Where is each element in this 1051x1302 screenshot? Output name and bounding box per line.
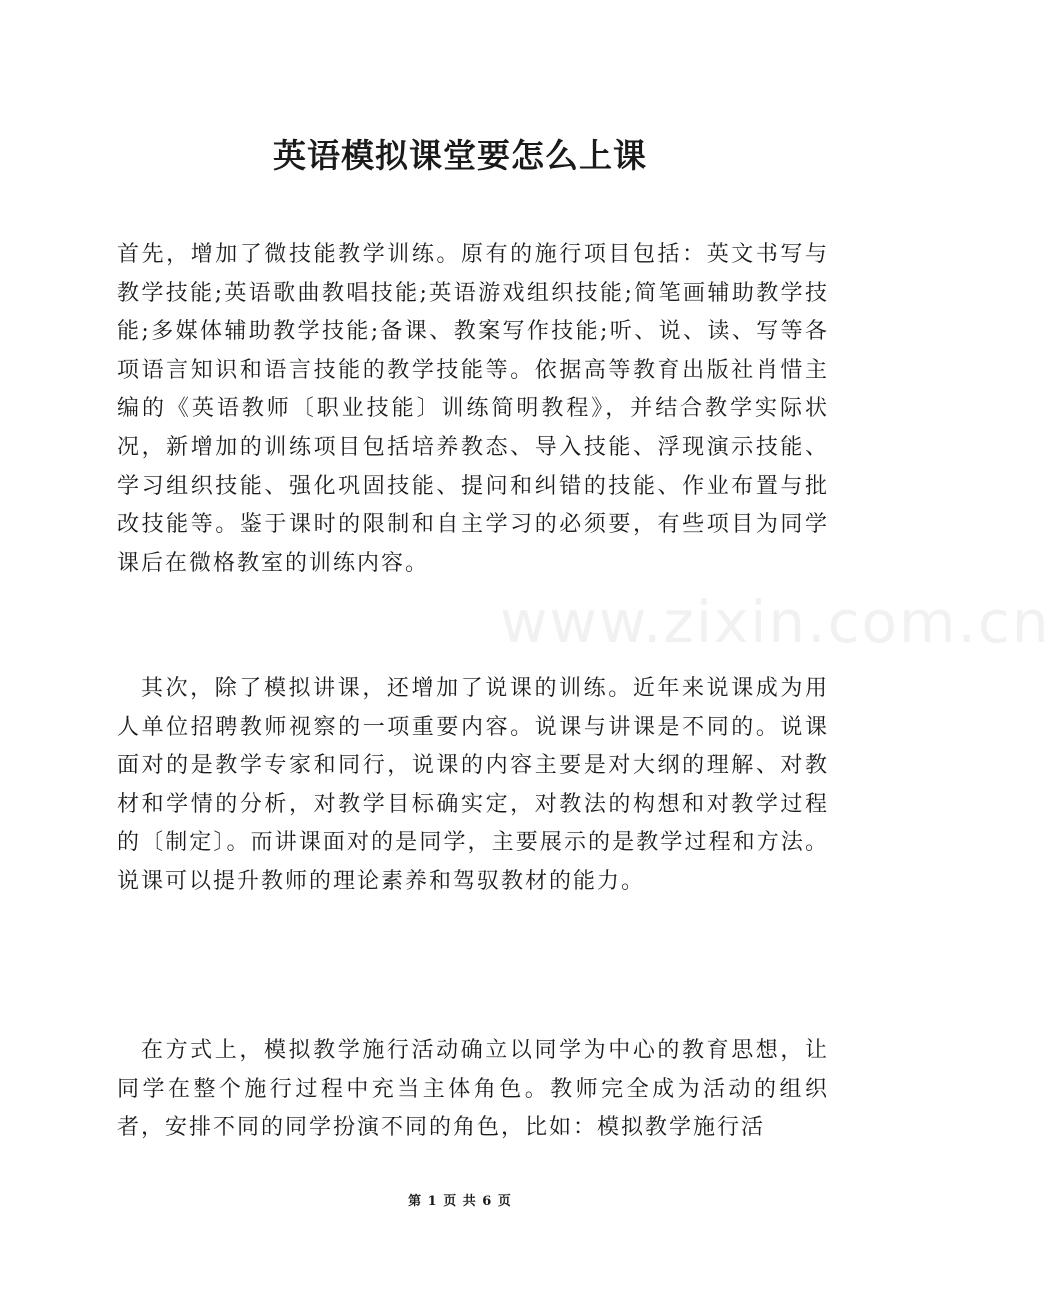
watermark: www.zixin.com.cn <box>500 588 1051 656</box>
paragraph-2: 其次，除了模拟讲课，还增加了说课的训练。近年来说课成为用人单位招聘教师视察的一项重要内容。说课与讲课是不同的。说课面对的是教学专家和同行，说课的内容主要是对大纲的理解、对教材和学情的分析，对教学目标确实定，对教法的构想和对教学过程的〔制定〕。而讲课面对的是同学，主要展示的是教学过程和方法。说课可以提升教师的理论素养和驾驭教材的能力。 <box>117 676 829 894</box>
paragraph-1: 首先，增加了微技能教学训练。原有的施行项目包括：英文书写与教学技能;英语歌曲教唱技能;英语游戏组织技能;简笔画辅助教学技能;多媒体辅助教学技能;备课、教案写作技能;听、说、读、写等各项语言知识和语言技能的教学技能等。依据高等教育出版社肖惜主编的《英语教师〔职业技能〕训练简明教程》，并结合教学实际状况，新增加的训练项目包括培养教态、导入技能、浮现演示技能、学习组织技能、强化巩固技能、提问和纠错的技能、作业布置与批改技能等。鉴于课时的限制和自主学习的必须要，有些项目为同学课后在微格教室的训练内容。 <box>117 242 829 576</box>
paragraph-3: 在方式上，模拟教学施行活动确立以同学为中心的教育思想，让同学在整个施行过程中充当主体角色。教师完全成为活动的组织者，安排不同的同学扮演不同的角色，比如：模拟教学施行活 <box>117 1038 829 1141</box>
document-title: 英语模拟课堂要怎么上课 <box>273 136 647 175</box>
page-footer: 第 1 页 共 6 页 <box>408 1194 512 1209</box>
